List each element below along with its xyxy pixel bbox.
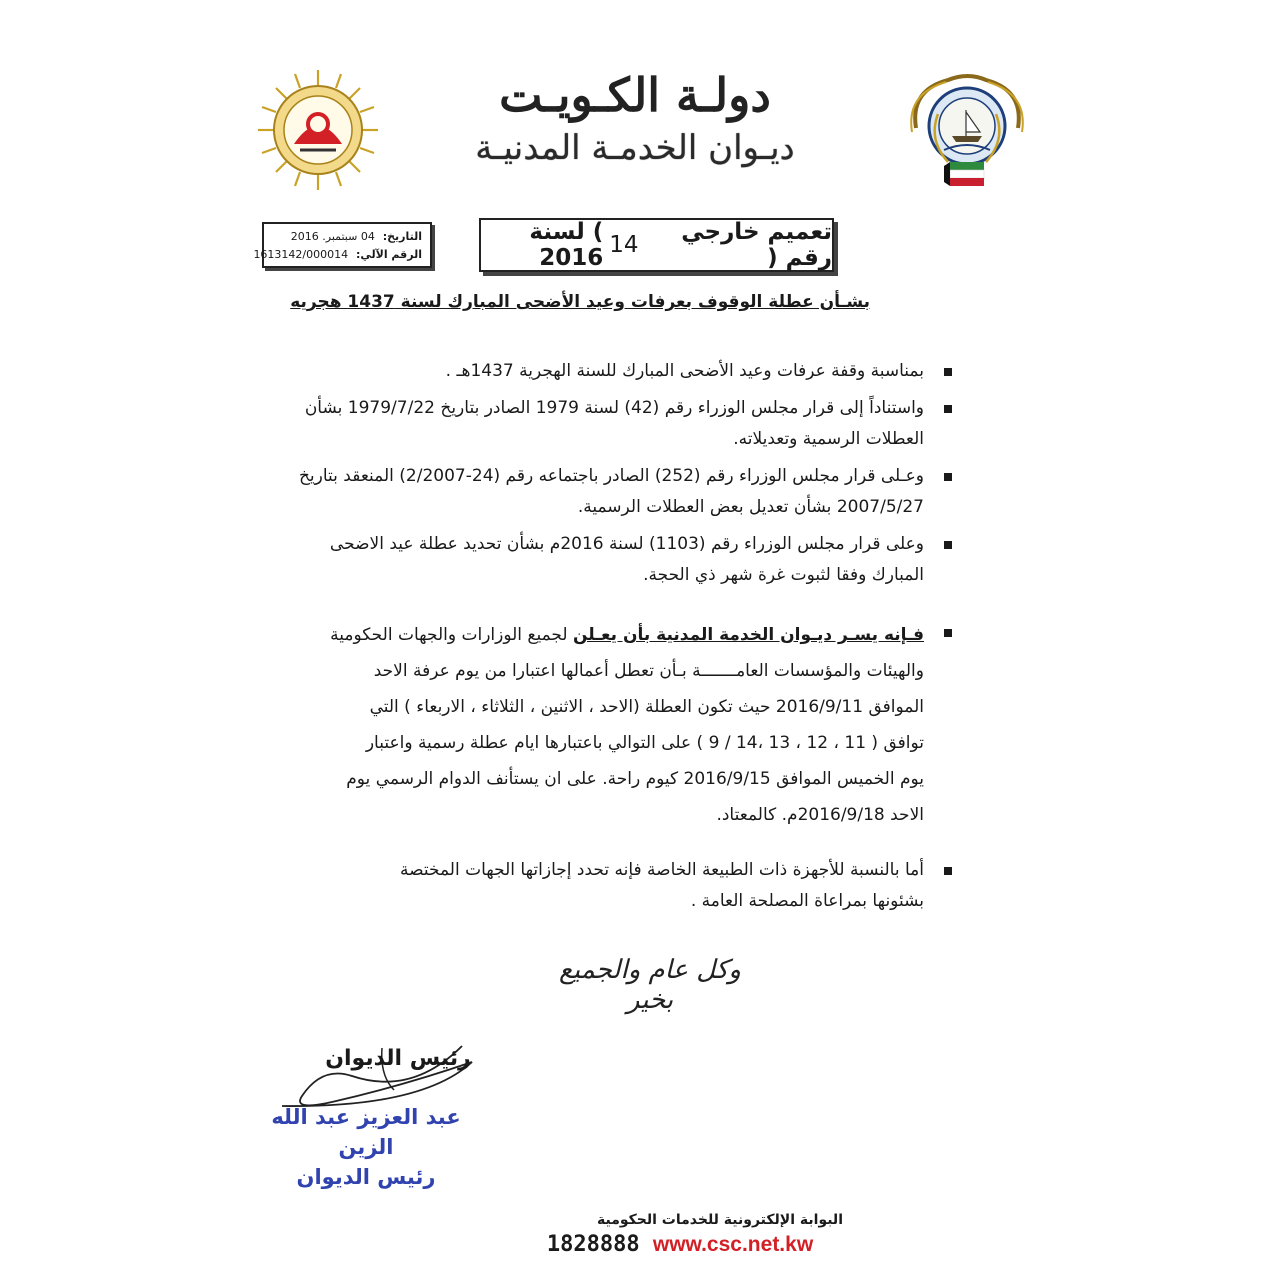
paragraph-occasion bbox=[232, 356, 954, 387]
stamp-title: رئيس الديوان bbox=[296, 1165, 436, 1189]
state-name: دولـة الكـويـت bbox=[499, 68, 771, 122]
announcement-rest: لجميع الوزارات والجهات الحكومية bbox=[330, 625, 573, 645]
reference-label: الرقم الآلي: bbox=[355, 248, 422, 261]
date-label: التاريخ: bbox=[382, 230, 422, 243]
paragraph-special-entities bbox=[232, 855, 954, 917]
paragraph-line: الاحد 2016/9/18م. كالمعتاد. bbox=[716, 805, 924, 825]
paragraph-line: والهيئات والمؤسسات العامـــــــة بـأن تعطل أعمالها اعتبارا من يوم عرفة الاحد bbox=[373, 661, 924, 681]
body-paragraphs bbox=[232, 356, 954, 923]
paragraph-line: يوم الخميس الموافق 2016/9/15 كيوم راحة. على ان يستأنف الدوام الرسمي يوم bbox=[346, 769, 924, 789]
footer-phone: 1828888 bbox=[546, 1232, 640, 1257]
paragraph-line: وعـلى قرار مجلس الوزراء رقم (252) الصادر باجتماعه رقم (24-2/2007) المنعقد بتاريخ bbox=[298, 466, 924, 486]
footer-contact bbox=[490, 1232, 870, 1257]
bullet-icon bbox=[944, 867, 952, 875]
signatory-title: رئيس الديوان bbox=[325, 1046, 471, 1071]
paragraph-decision-1103 bbox=[232, 529, 954, 591]
paragraph-line: واستناداً إلى قرار مجلس الوزراء رقم (42) لسنة 1979 الصادر بتاريخ 1979/7/22 بشأن bbox=[304, 398, 924, 418]
bullet-icon bbox=[944, 368, 952, 376]
paragraph-line: بشئونها بمراعاة المصلحة العامة . bbox=[690, 891, 924, 911]
paragraph-line: العطلات الرسمية وتعديلاته. bbox=[733, 429, 924, 449]
agency-name: ديـوان الخدمـة المدنيـة bbox=[475, 128, 795, 168]
paragraph-line: الموافق 2016/9/11 حيث تكون العطلة (الاحد ، الاثنين ، الثلاثاء ، الاربعاء ) التي bbox=[369, 697, 924, 717]
bullet-icon bbox=[944, 473, 952, 481]
reference-row bbox=[253, 246, 422, 264]
bullet-icon bbox=[944, 541, 952, 549]
footer-portal-title: البوابة الإلكترونية للخدمات الحكومية bbox=[596, 1212, 843, 1228]
paragraph-decision-252 bbox=[232, 461, 954, 523]
reference-box bbox=[253, 222, 432, 268]
circular-title-suffix: ) لسنة 2016 bbox=[529, 219, 604, 271]
closing-greeting: وكل عام والجميع بخير bbox=[559, 955, 741, 1015]
paragraph-decision-42 bbox=[232, 393, 954, 455]
paragraph-line: توافق ( 11 ، 12 ، 13 ،14 / 9 ) على التوالي باعتبارها ايام عطلة رسمية واعتبار bbox=[365, 733, 924, 753]
paragraph-line: أما بالنسبة للأجهزة ذات الطبيعة الخاصة فإنه تحدد إجازاتها الجهات المختصة bbox=[400, 860, 924, 880]
circular-number: 14 bbox=[609, 232, 639, 258]
circular-title-prefix: تعميم خارجي رقم ( bbox=[681, 219, 832, 271]
csc-seal-icon bbox=[256, 68, 380, 192]
date-value: 04 سبتمبر. 2016 bbox=[290, 230, 375, 243]
stamp-name: عبد العزيز عبد الله الزين bbox=[271, 1105, 461, 1159]
date-row bbox=[272, 228, 422, 246]
announcement-lead: فـإنه يسـر ديـوان الخدمة المدنية بأن يعـلن bbox=[573, 625, 924, 645]
paragraph-line: وعلى قرار مجلس الوزراء رقم (1103) لسنة 2016م بشأن تحديد عطلة عيد الاضحى bbox=[329, 534, 924, 554]
bullet-icon bbox=[944, 405, 952, 413]
paragraph-line: المبارك وفقا لثبوت غرة شهر ذي الحجة. bbox=[643, 565, 924, 585]
paragraph-line: بمناسبة وقفة عرفات وعيد الأضحى المبارك للسنة الهجرية 1437هـ . bbox=[445, 361, 924, 381]
paragraph-announcement bbox=[232, 617, 954, 833]
footer-website-link[interactable]: www.csc.net.kw bbox=[652, 1233, 814, 1256]
circular-title-box bbox=[479, 218, 834, 272]
announcement-first-line bbox=[232, 617, 924, 653]
subject-line: بشـأن عطلة الوقوف بعرفات وعيد الأضحى المبارك لسنة 1437 هجريه bbox=[290, 292, 870, 312]
paragraph-line: 2007/5/27 بشأن تعديل بعض العطلات الرسمية. bbox=[577, 497, 924, 517]
official-stamp bbox=[266, 1102, 466, 1192]
bullet-icon bbox=[944, 629, 952, 637]
kuwait-emblem-icon bbox=[908, 70, 1026, 198]
reference-value: 1613142/000014 bbox=[253, 248, 349, 261]
